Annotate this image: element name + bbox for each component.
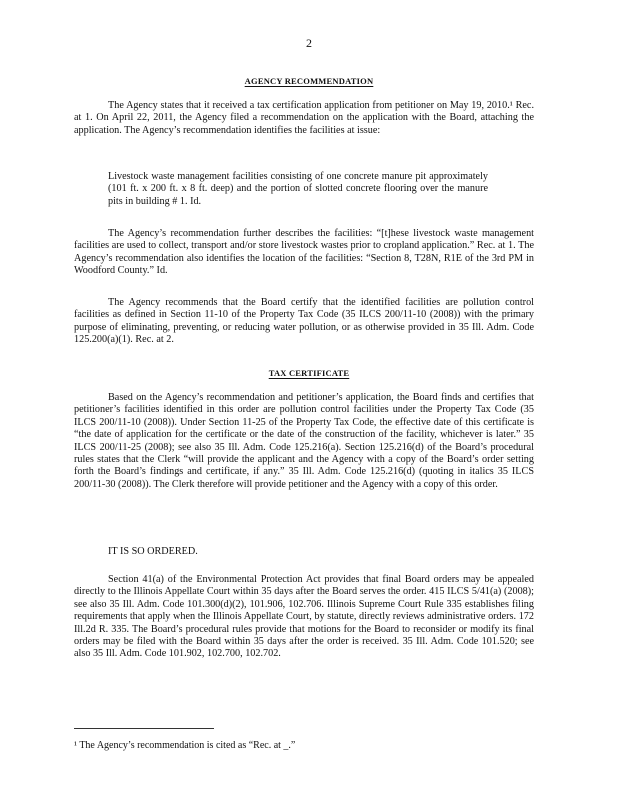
- paragraph-agency-recommends: The Agency recommends that the Board certify that the identified facilities are pollution control facilities as defined in Section 11-10 of the Property Tax Code (35 ILCS 200/11-10 (2008)) with the primary purpose of eliminating, preventing, or reducing water pollution, or as otherwise provided in 35 Ill. Adm. Code 125.200(a)(1). Rec. at 2.: [74, 297, 534, 346]
- page-number: 2: [306, 36, 312, 50]
- footnote-divider: [74, 728, 214, 729]
- paragraph-board-certification: Based on the Agency’s recommendation and petitioner’s application, the Board finds and certifies that petitioner’s facilities identified in this order are pollution control facilities under the Property Tax Code (35 ILCS 200/11-10 (2008)). Under Section 11-25 of the Property Tax Code, the effective date of this certificate is “the date of application for the certificate or the date of the construction of the facility, whichever is later.” 35 ILCS 200/11-25 (2008); see also 35 Ill. Adm. Code 125.216(a). Section 125.216(d) of the Board’s procedural rules states that the Clerk “will provide the applicant and the Agency with a copy of the Board’s order setting forth the Board’s findings and certificate, if any.” 35 Ill. Adm. Code 125.216(d) (quoting in italics 35 ILCS 200/11-30 (2008)). The Clerk therefore will provide petitioner and the Agency with a copy of this order.: [74, 392, 534, 490]
- paragraph-facility-description: The Agency’s recommendation further describes the facilities: “[t]hese livestock waste management facilities are used to collect, transport and/or store livestock wastes prior to cropland application.” Rec. at 1. The Agency’s recommendation also identifies the location of the facilities: “Section 8, T28N, R1E of the 3rd PM in Woodford County.” Id.: [74, 228, 534, 277]
- agency-recommendation-heading-text: AGENCY RECOMMENDATION: [244, 76, 374, 86]
- quoted-facility-description: Livestock waste management facilities consisting of one concrete manure pit approximately (101 ft. x 200 ft. x 8 ft. deep) and the portion of slotted concrete flooring over the manure pits in building # 1. Id.: [108, 171, 488, 207]
- order-statement: IT IS SO ORDERED.: [108, 546, 198, 557]
- tax-certificate-heading-text: TAX CERTIFICATE: [268, 368, 350, 378]
- paragraph-appeal-rights: Section 41(a) of the Environmental Protection Act provides that final Board orders may be appealed directly to the Illinois Appellate Court within 35 days after the Board serves the order. 415 ILCS 5/41(a) (2008); see also 35 Ill. Adm. Code 101.300(d)(2), 101.906, 102.706. Illinois Supreme Court Rule 335 establishes filing requirements that apply when the Illinois Appellate Court, by statute, directly reviews administrative orders. 172 Ill.2d R. 335. The Board’s procedural rules provide that motions for the Board to reconsider or modify its final orders may be filed with the Board within 35 days after the order is received. 35 Ill. Adm. Code 101.520; see also 35 Ill. Adm. Code 101.902, 102.700, 102.702.: [74, 574, 534, 660]
- footnote: ¹ The Agency’s recommendation is cited as “Rec. at _.”: [74, 740, 296, 751]
- agency-recommendation-heading: [0, 76, 618, 86]
- paragraph-agency-application: The Agency states that it received a tax certification application from petitioner on May 19, 2010.¹ Rec. at 1. On April 22, 2011, the Agency filed a recommendation on the application with the Board, attaching the application. The Agency’s recommendation identifies the facilities at issue:: [74, 100, 534, 136]
- tax-certificate-heading: [0, 368, 618, 378]
